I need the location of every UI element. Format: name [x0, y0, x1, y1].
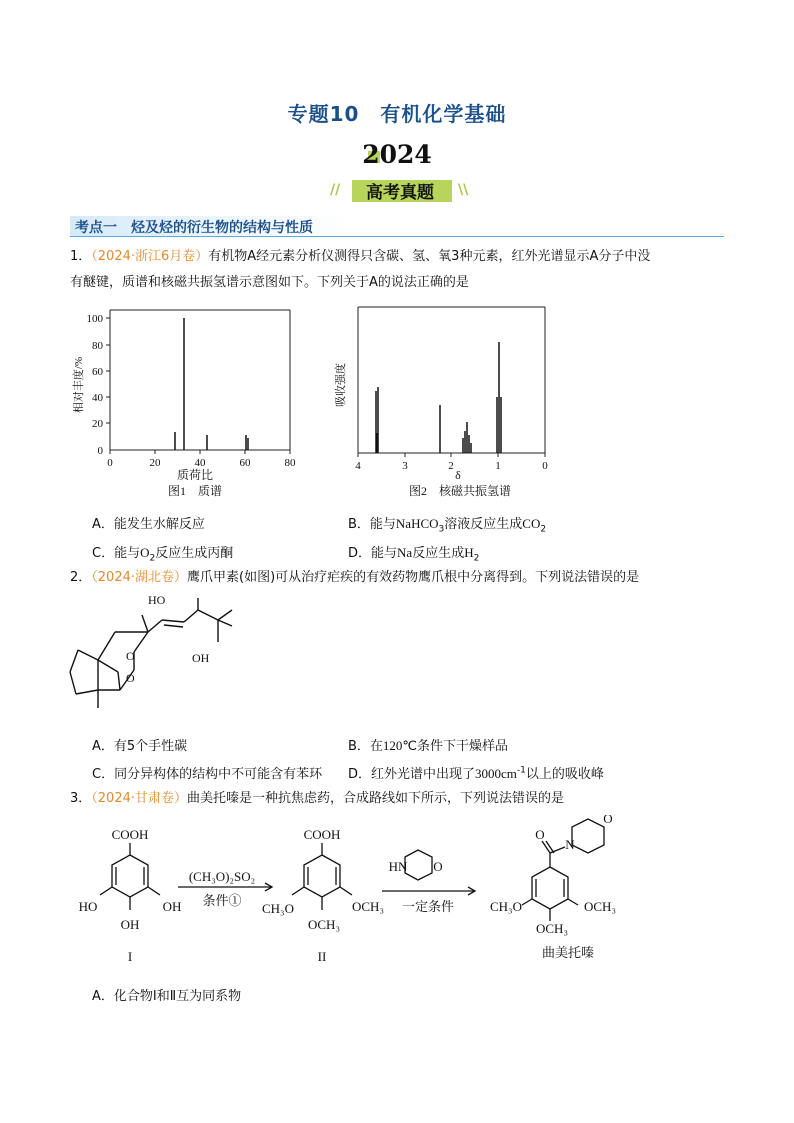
cmpd1-oh-right: OH — [162, 899, 182, 914]
fig1-ytick-100: 100 — [86, 313, 103, 325]
q2-option-c: C．同分异构体的结构中不可能含有苯环 — [92, 767, 323, 782]
fig2-ylabel: 吸收强度 — [335, 363, 347, 407]
fig1-xtick-60: 60 — [239, 457, 251, 469]
morpholine-o: O — [433, 859, 443, 874]
struct-o1: O — [126, 649, 135, 663]
q1-stem-line1 — [70, 244, 650, 270]
product-carbonyl-o: O — [535, 827, 545, 842]
reagent1: (CH₃O)₂SO₂ — [188, 869, 256, 884]
q1-number: 1． — [70, 249, 92, 264]
fig1-xtick-0: 0 — [107, 457, 113, 469]
q1-option-a: A．能发生水解反应 — [92, 517, 205, 532]
q2-option-b-temp: 120℃ — [382, 738, 418, 753]
fig2-xtick-1: 1 — [495, 460, 501, 472]
q1-option-c — [92, 542, 233, 564]
q2-option-b — [348, 735, 508, 754]
fig1-xtick-40: 40 — [194, 457, 206, 469]
fig2-caption: 图2 核磁共振氢谱 — [408, 484, 512, 498]
morpholine-hn: HN — [388, 859, 408, 874]
q1-option-b-co: CO — [522, 516, 541, 531]
cmpd2-cooh: COOH — [303, 827, 341, 842]
fig1-ytick-20: 20 — [92, 418, 103, 430]
q1-option-d-h-sub: 2 — [473, 553, 480, 564]
q1-option-d-pre: D．能与 — [348, 546, 398, 561]
fig1-xtick-20: 20 — [149, 457, 161, 469]
cmpd1-label: I — [127, 949, 133, 964]
q1-option-d-mid: 反应生成 — [412, 546, 465, 561]
q1-option-d-h: H — [464, 545, 474, 560]
q1-source: （2024·浙江6月卷） — [91, 249, 209, 264]
q1-option-b — [348, 513, 546, 535]
q2-source: （2024·湖北卷） — [91, 570, 187, 585]
q1-option-b-sub: 3 — [438, 524, 445, 535]
product-name: 曲美托嗪 — [541, 945, 595, 960]
q1-option-d-formula: Na — [397, 545, 413, 560]
q2-option-b-pre: B．在 — [348, 739, 383, 754]
cmpd2-och3-bottom: OCH₃ — [308, 917, 340, 932]
condition2: 一定条件 — [401, 899, 455, 914]
cmpd1-ho: HO — [78, 899, 98, 914]
fig1-caption: 图1 质谱 — [167, 484, 223, 498]
fig2-xtick-2: 2 — [448, 460, 454, 472]
product-morph-o: O — [603, 815, 613, 826]
q2-option-b-post: 条件下干燥样品 — [417, 739, 509, 754]
cmpd2-och3-right: OCH₃ — [352, 899, 384, 914]
q2-option-a: A．有5个手性碳 — [92, 739, 188, 754]
fig2-xtick-4: 4 — [355, 460, 361, 472]
q3-source: （2024·甘肃卷） — [91, 791, 187, 806]
condition1: 条件① — [202, 893, 242, 908]
year-heading: 2024 — [362, 140, 432, 169]
page-title: 专题10 有机化学基础 — [287, 102, 507, 126]
q1-option-b-co-sub: 2 — [540, 524, 547, 535]
yingzhaosu-structure — [60, 590, 240, 730]
q2-option-d-pre: D．红外光谱中出现了 — [348, 767, 476, 782]
q1-option-b-formula: NaHCO — [395, 516, 439, 531]
fig1-ytick-60: 60 — [92, 366, 103, 378]
struct-ho: HO — [148, 593, 166, 607]
fig2-xtick-3: 3 — [402, 460, 408, 472]
q3-number: 3． — [70, 791, 92, 806]
q2-number: 2． — [70, 570, 92, 585]
mass-spectrum-figure — [70, 305, 310, 505]
q1-option-d — [348, 542, 479, 564]
q2-option-d-sup: -1 — [516, 765, 526, 776]
cmpd1-oh-bottom: OH — [120, 917, 140, 932]
q1-stem-a: 有机物A经元素分析仪测得只含碳、氢、氧3种元素，红外光谱显示A分子中没 — [208, 249, 651, 264]
fig2-xtick-0: 0 — [542, 460, 548, 472]
fig1-xtick-80: 80 — [284, 457, 296, 469]
q2-option-d-post: 以上的吸收峰 — [525, 767, 604, 782]
product-morph-n: N — [565, 837, 575, 852]
q1-option-c-post: 反应生成丙酮 — [155, 546, 234, 561]
section-heading: 考点一 烃及烃的衍生物的结构与性质 — [75, 220, 313, 236]
banner-slashes-right: \\ — [458, 182, 469, 198]
q3-stem — [70, 786, 564, 812]
fig1-ytick-80: 80 — [92, 340, 103, 352]
q1-option-c-sub: 2 — [149, 553, 156, 564]
product-ch3o: CH₃O — [490, 899, 522, 914]
q1-stem-line2: 有醚键，质谱和核磁共振氢谱示意图如下。下列关于A的说法正确的是 — [70, 275, 469, 290]
nmr-spectrum-figure — [330, 305, 560, 505]
struct-oh: OH — [192, 651, 210, 665]
fig1-ylabel: 相对丰度/% — [73, 356, 85, 414]
q2-stem-text: 鹰爪甲素(如图)可从治疗疟疾的有效药物鹰爪根中分离得到。下列说法错误的是 — [187, 570, 640, 585]
q1-option-b-pre: B．能与 — [348, 517, 396, 532]
q3-option-a: A．化合物Ⅰ和Ⅱ互为同系物 — [92, 989, 242, 1004]
q1-option-b-mid: 溶液反应生成 — [444, 517, 523, 532]
q2-option-d — [348, 763, 604, 782]
fig2-xlabel: δ — [455, 468, 461, 482]
struct-o2: O — [126, 671, 135, 685]
fig1-ytick-40: 40 — [92, 392, 103, 404]
synthesis-scheme — [60, 815, 700, 975]
fig1-xlabel: 质荷比 — [176, 468, 214, 482]
q3-stem-text: 曲美托嗪是一种抗焦虑药，合成路线如下所示，下列说法错误的是 — [187, 791, 565, 806]
product-och3-bottom: OCH₃ — [536, 921, 568, 936]
product-och3-right: OCH₃ — [584, 899, 616, 914]
cmpd1-cooh: COOH — [111, 827, 149, 842]
fig1-ytick-0: 0 — [97, 445, 103, 457]
cmpd2-ch3o: CH₃O — [262, 901, 294, 916]
cmpd2-label: II — [317, 949, 327, 964]
banner-slashes-left: // — [330, 182, 341, 198]
banner-label: 高考真题 — [366, 183, 434, 203]
q1-option-c-pre: C．能与 — [92, 546, 141, 561]
q2-stem — [70, 565, 639, 591]
q2-option-d-val: 3000cm — [475, 766, 517, 781]
q1-option-c-formula: O — [140, 545, 150, 560]
